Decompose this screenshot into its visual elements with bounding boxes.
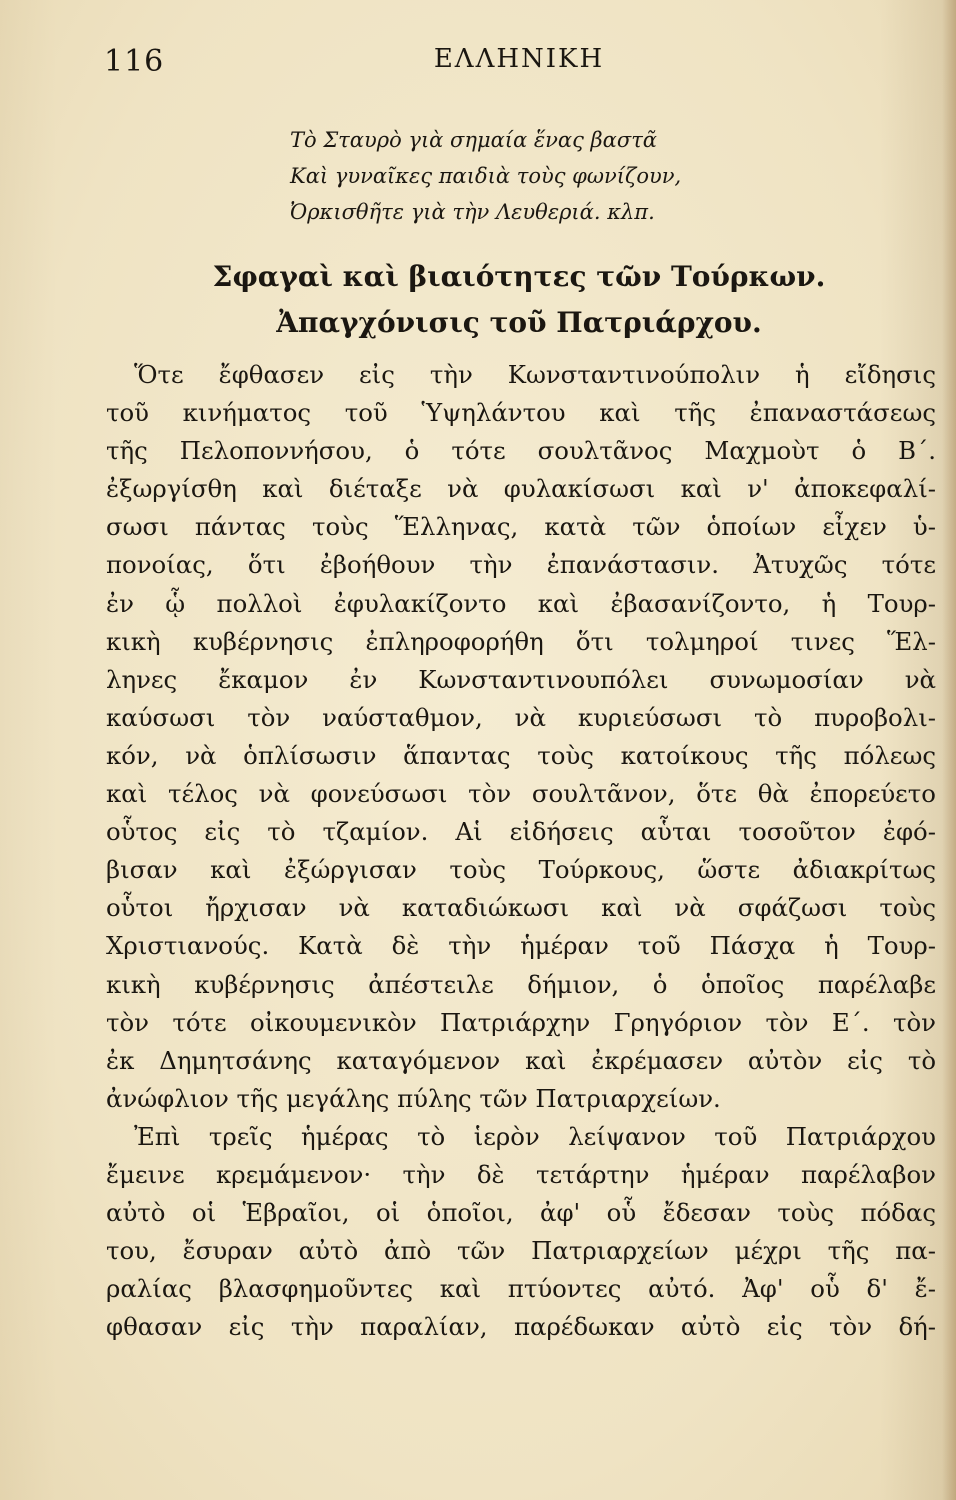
text-line: οὗτος εἰς τὸ τζαμίον. Αἱ εἰδήσεις αὗται τοσοῦτον ἐφό- <box>106 817 936 847</box>
text-line: ἐξωργίσθη καὶ διέταξε νὰ φυλακίσωσι καὶ ν' ἀποκεφαλί- <box>106 474 936 504</box>
section-headings <box>104 254 934 346</box>
verse-line: Ὀρκισθῆτε γιὰ τὴν Λευθεριά. κλπ. <box>290 200 655 224</box>
section-heading: Σφαγαὶ καὶ βιαιότητες τῶν Τούρκων. <box>212 260 826 293</box>
page-number: 116 <box>104 44 165 79</box>
text-line: ἐν ᾧ πολλοὶ ἐφυλακίζοντο καὶ ἐβασανίζοντο, ἡ Τουρ- <box>106 588 936 618</box>
verse-line: Καὶ γυναῖκες παιδιὰ τοὺς φωνίζουν, <box>290 164 682 188</box>
text-line: αὐτὸ οἱ Ἑβραῖοι, οἱ ὁποῖοι, ἀφ' οὗ ἔδεσαν τοὺς πόδας <box>106 1198 936 1228</box>
body-text <box>106 356 936 1346</box>
text-line: Χριστιανούς. Κατὰ δὲ τὴν ἡμέραν τοῦ Πάσχα ἡ Τουρ- <box>106 931 936 961</box>
verse-line: Τὸ Σταυρὸ γιὰ σημαία ἕνας βαστᾶ <box>290 128 657 152</box>
text-line: κικὴ κυβέρνησις ἀπέστειλε δήμιον, ὁ ὁποῖος παρέλαβε <box>106 969 936 999</box>
text-line: κικὴ κυβέρνησις ἐπληροφορήθη ὅτι τολμηροί τινες Ἕλ- <box>106 626 936 656</box>
text-line: του, ἔσυραν αὐτὸ ἀπὸ τῶν Πατριαρχείων μέχρι τῆς πα- <box>106 1236 936 1266</box>
running-title: ΕΛΛΗΝΙΚΗ <box>433 44 605 74</box>
text-line: πονοίας, ὅτι ἐβοήθουν τὴν ἐπανάστασιν. Ἀτυχῶς τότε <box>106 550 936 580</box>
text-line: κόν, νὰ ὁπλίσωσιν ἅπαντας τοὺς κατοίκους τῆς πόλεως <box>106 740 936 770</box>
text-line: τῆς Πελοποννήσου, ὁ τότε σουλτᾶνος Μαχμοὺτ ὁ Β΄. <box>106 436 936 466</box>
page-edge-shadow <box>942 0 956 1500</box>
verse-quote <box>290 122 850 230</box>
section-subheading: Ἀπαγχόνισις τοῦ Πατριάρχου. <box>276 306 762 339</box>
text-line: τὸν τότε οἰκουμενικὸν Πατριάρχην Γρηγόριον τὸν Ε΄. τὸν <box>106 1007 936 1037</box>
page-header <box>104 44 934 90</box>
text-line: ληνες ἔκαμον ἐν Κωνσταντινουπόλει συνωμοσίαν νὰ <box>106 664 936 694</box>
text-line: ἀνώφλιον τῆς μεγάλης πύλης τῶν Πατριαρχείων. <box>106 1083 721 1113</box>
text-line: φθασαν εἰς τὴν παραλίαν, παρέδωκαν αὐτὸ εἰς τὸν δή- <box>106 1312 936 1342</box>
text-line: ἔμεινε κρεμάμενον· τὴν δὲ τετάρτην ἡμέραν παρέλαβον <box>106 1159 936 1189</box>
text-line: καὶ τέλος νὰ φονεύσωσι τὸν σουλτᾶνον, ὅτε θὰ ἐπορεύετο <box>106 779 936 809</box>
text-line: ἐκ Δημητσάνης καταγόμενον καὶ ἐκρέμασεν αὐτὸν εἰς τὸ <box>106 1045 936 1075</box>
text-line: σωσι πάντας τοὺς Ἕλληνας, κατὰ τῶν ὁποίων εἶχεν ὑ- <box>106 512 936 542</box>
text-line: οὗτοι ἤρχισαν νὰ καταδιώκωσι καὶ νὰ σφάζωσι τοὺς <box>106 893 936 923</box>
text-line: βισαν καὶ ἐξώργισαν τοὺς Τούρκους, ὥστε ἀδιακρίτως <box>106 855 936 885</box>
text-line: Ἐπὶ τρεῖς ἡμέρας τὸ ἱερὸν λείψανον τοῦ Πατριάρχου <box>134 1121 936 1151</box>
text-line: Ὅτε ἔφθασεν εἰς τὴν Κωνσταντινούπολιν ἡ εἴδησις <box>134 360 936 389</box>
text-line: ραλίας βλασφημοῦντες καὶ πτύοντες αὐτό. Ἀφ' οὗ δ' ἔ- <box>106 1274 936 1304</box>
text-line: τοῦ κινήματος τοῦ Ὑψηλάντου καὶ τῆς ἐπαναστάσεως <box>106 398 936 428</box>
text-line: καύσωσι τὸν ναύσταθμον, νὰ κυριεύσωσι τὸ πυροβολι- <box>106 702 936 732</box>
